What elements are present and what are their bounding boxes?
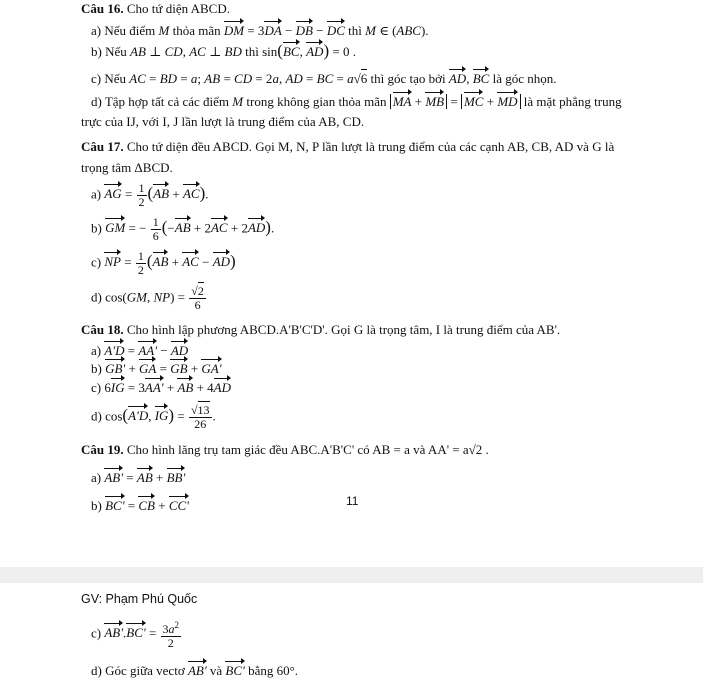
q17-option-d: d) cos(GM, NP) = $\frac{√2}{6}$: [91, 284, 204, 312]
q16-c-prefix: c) Nếu: [91, 71, 127, 86]
page-break-separator: [0, 567, 703, 583]
question-16-text: Cho tứ diện ABCD.: [126, 1, 230, 16]
q16-a-prefix: a) Nếu điểm: [91, 23, 156, 38]
question-18-title: [81, 322, 560, 338]
question-17-title: [81, 139, 614, 155]
q19-d-end: bằng 60°.: [248, 663, 299, 678]
q16-d-mid: trong không gian thỏa mãn: [246, 94, 387, 109]
q16-b-prefix: b) Nếu: [91, 44, 127, 59]
question-19-text: Cho hình lăng trụ tam giác đều ABC.A'B'C' có AB = a và AA' = a√2 .: [126, 442, 489, 457]
question-16-title: [81, 1, 230, 17]
q17-option-c: c) NP = $\frac{1}{2}$ (AB + AC − AD): [91, 249, 236, 277]
q16-option-c: c) Nếu AC = BD = a; AB = CD = 2a, AD = BC = a√6 thì góc tạo bởi AD, BC là góc nhọn.: [91, 68, 556, 87]
q16-option-d: d) Tập hợp tất cả các điểm M trong không gian thỏa mãn MA + MB = MC + MD là mặt phẳng trung: [91, 91, 622, 110]
question-17-label: Câu 17.: [81, 139, 124, 154]
q16-a-mid: thỏa mãn: [172, 23, 221, 38]
q16-a-then: thì: [348, 23, 362, 38]
teacher-label: GV: Phạm Phú Quốc: [81, 592, 198, 606]
q16-option-b: b) Nếu AB ⊥ CD, AC ⊥ BD thì sin(BC, AD) = 0 .: [91, 41, 356, 60]
q17-option-b: b) GM = − $\frac{1}{6}$ (−AB + 2AC + 2AD).: [91, 215, 275, 243]
q19-d-prefix: d) Góc giữa vectơ: [91, 663, 185, 678]
question-19-label: Câu 19.: [81, 442, 124, 457]
question-18-text: Cho hình lập phương ABCD.A'B'C'D'. Gọi G là trọng tâm, I là trung điểm của AB'.: [126, 322, 561, 337]
q19-d-and: và: [209, 663, 223, 678]
q18-option-b: b) GB' + GA = GB + GA': [91, 358, 222, 377]
q16-d-end: là mặt phẳng trung: [523, 94, 622, 109]
question-19-title: [81, 442, 489, 458]
q16-option-a: a) Nếu điểm M thỏa mãn DM = 3DA − DB − DC thì M ∈ (ABC).: [91, 20, 429, 39]
q16-b-then: thì: [245, 44, 259, 59]
q16-c-end: là góc nhọn.: [492, 71, 557, 86]
q18-option-d: d) cos(A'D, IG) = $\frac{√13}{26}$ .: [91, 403, 216, 431]
q17-option-a: a) AG = $\frac{1}{2}$ (AB + AC).: [91, 181, 209, 209]
q18-option-c: c) 6IG = 3AA' + AB + 4AD: [91, 377, 231, 396]
question-18-label: Câu 18.: [81, 322, 124, 337]
page-number: 11: [346, 494, 359, 508]
question-17-text-line2: trọng tâm ΔBCD.: [81, 160, 173, 175]
q19-option-b: b) BC' = CB + CC': [91, 495, 189, 514]
q18-option-a: a) A'D = AA' − AD: [91, 340, 188, 359]
q16-c-then: thì góc tạo bởi: [370, 71, 446, 86]
q16-d-prefix: d) Tập hợp tất cả các điểm: [91, 94, 230, 109]
question-16-label: Câu 16.: [81, 1, 124, 16]
q19-option-c: c) AB'.BC' = $\frac{3a^2}{2}$: [91, 620, 180, 650]
question-17-text: Cho tứ diện đều ABCD. Gọi M, N, P lần lượt là trung điểm của các cạnh AB, CB, AD và G là: [126, 139, 615, 154]
q19-option-a: a) AB' = AB + BB': [91, 467, 185, 486]
q16-option-d-line2: trực của IJ, với I, J lần lượt là trung điểm của AB, CD.: [81, 114, 365, 129]
q19-option-d: d) Góc giữa vectơ AB' và BC' bằng 60°.: [91, 660, 298, 679]
